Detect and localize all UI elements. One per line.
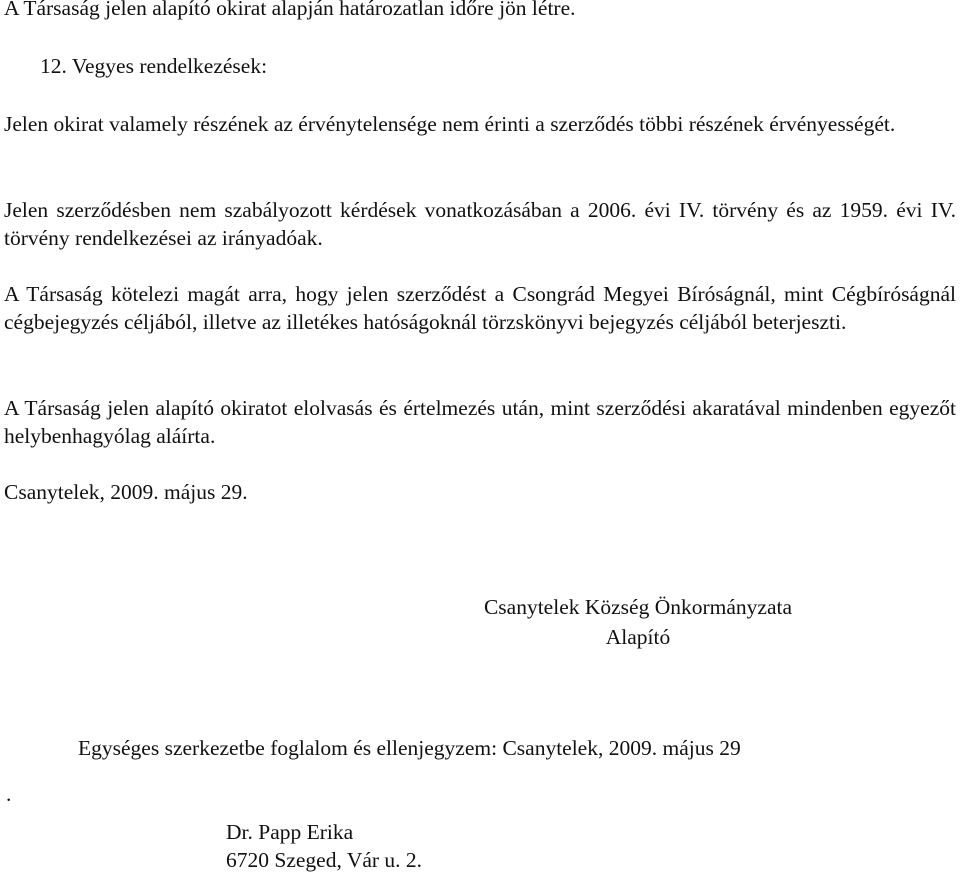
section-heading: 12. Vegyes rendelkezések:	[40, 54, 268, 78]
founder-signature-block	[450, 592, 826, 652]
lawyer-address: 6720 Szeged, Vár u. 2.	[226, 848, 423, 872]
countersign-statement: Egységes szerkezetbe foglalom és ellenjegyzem: Csanytelek, 2009. május 29	[78, 736, 741, 760]
stray-dot: .	[6, 782, 12, 806]
place-and-date: Csanytelek, 2009. május 29.	[4, 480, 248, 504]
lawyer-name: Dr. Papp Erika	[226, 820, 354, 844]
founder-name: Csanytelek Község Önkormányzata	[483, 595, 793, 619]
intro-sentence: A Társaság jelen alapító okirat alapján határozatlan időre jön létre.	[4, 0, 576, 20]
founder-role: Alapító	[605, 625, 671, 649]
paragraph-signature: A Társaság jelen alapító okiratot elolvasás és értelmezés után, mint szerződési akaratával mindenben egyezőt helybenhagyólag aláírta.	[4, 396, 956, 448]
paragraph-governing-law: Jelen szerződésben nem szabályozott kérdések vonatkozásában a 2006. évi IV. törvény és az 1959. évi IV. törvény rendelkezései az irányadóak.	[4, 198, 956, 250]
paragraph-registration: A Társaság kötelezi magát arra, hogy jelen szerződést a Csongrád Megyei Bíróságnál, mint Cégbíróságnál cégbejegyzés céljából, illetve az illetékes hatóságoknál törzskönyvi bejegyzés céljából beterjeszti.	[4, 282, 956, 334]
paragraph-invalidity: Jelen okirat valamely részének az érvénytelensége nem érinti a szerződés többi részének érvényességét.	[4, 112, 896, 136]
